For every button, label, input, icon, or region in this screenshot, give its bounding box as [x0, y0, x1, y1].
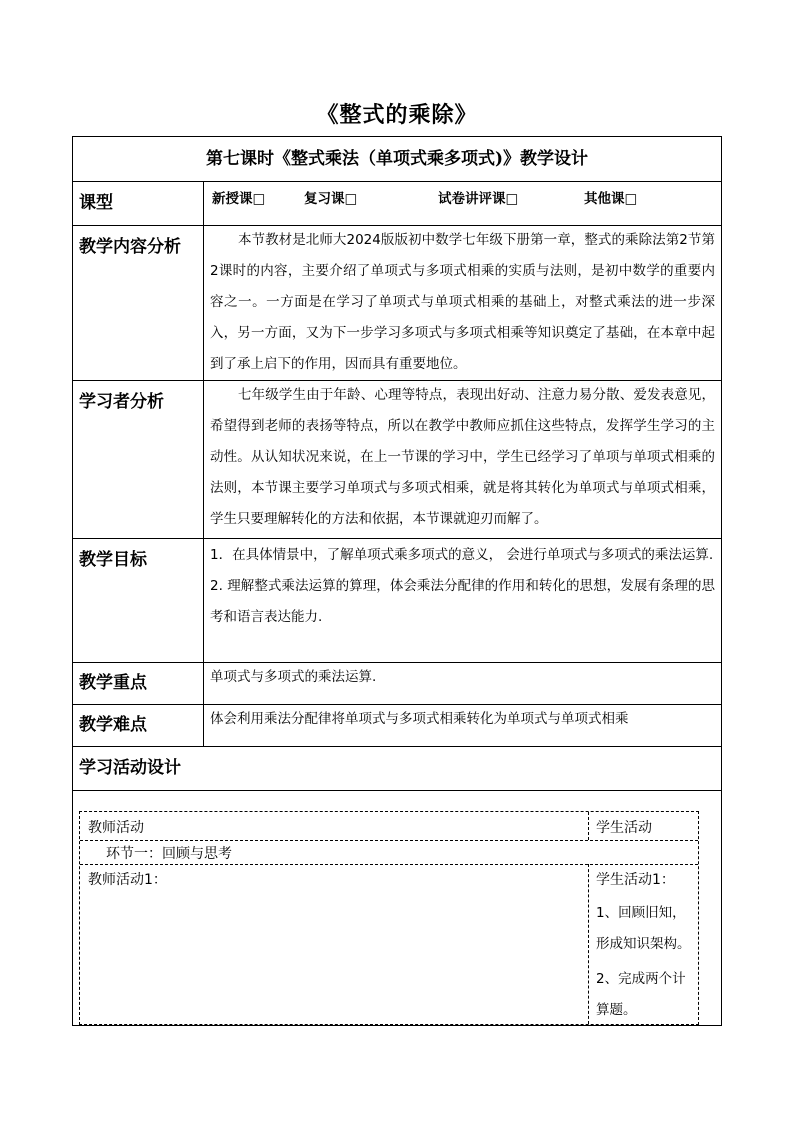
student-activity-item: 1、回顾旧知，形成知识架构。 — [596, 905, 691, 952]
lesson-type-option[interactable]: 试卷讲评课□ — [438, 191, 519, 207]
objective-item: 2. 理解整式乘法运算的算理，体会乘法分配律的作用和转化的思想，发展有条理的思考和语言表达能力. — [210, 578, 715, 625]
teacher-activity-1: 教师活动1： — [88, 872, 167, 888]
lesson-type-option[interactable]: 复习课□ — [304, 191, 358, 207]
lesson-plan-table — [72, 136, 722, 1026]
objectives-list — [204, 538, 721, 662]
content-analysis-label: 教学内容分析 — [79, 237, 181, 257]
teacher-activity-header: 教师活动 — [88, 820, 144, 836]
key-points-label: 教学重点 — [79, 673, 147, 693]
lesson-type-options — [204, 181, 721, 225]
activity-column-divider — [588, 864, 589, 1024]
key-points-text: 单项式与多项式的乘法运算. — [210, 669, 377, 685]
difficulties-label: 教学难点 — [79, 715, 147, 735]
activity-column-divider — [588, 812, 589, 840]
lesson-type-option[interactable]: 其他课□ — [584, 191, 638, 207]
activity-row-divider — [80, 864, 698, 865]
row-divider — [73, 790, 721, 791]
content-analysis-text: 本节教材是北师大2024版版初中数学七年级下册第一章，整式的乘除法第2节第2课时的内容，主要介绍了单项式与多项式相乘的实质与法则，是初中数学的重要内容之一。一方面是在学习了单项式与单项式相乘的基础上，对整式乘法的进一步深入，另一方面，又为下一步学习多项式与多项式相乘等知识奠定了基础，在本章中起到了承上启下的作用，因而具有重要地位。 — [210, 232, 715, 372]
activity-table — [79, 811, 699, 1025]
objective-item: 1．在具体情景中，了解单项式乘多项式的意义， 会进行单项式与多项式的乘法运算. — [210, 547, 714, 563]
page-title: 《整式的乘除》 — [316, 102, 478, 128]
section-title: 环节一：回顾与思考 — [106, 846, 232, 862]
lesson-subtitle: 第七课时《整式乘法（单项式乘多项式)》教学设计 — [205, 149, 589, 169]
student-activity-1: 学生活动1： — [596, 872, 675, 888]
student-activity-item: 2、完成两个计算题。 — [596, 971, 686, 1018]
difficulties-text: 体会利用乘法分配律将单项式与多项式相乘转化为单项式与单项式相乘 — [210, 711, 629, 727]
student-activity-header: 学生活动 — [596, 820, 652, 836]
activity-design-label: 学习活动设计 — [79, 758, 181, 778]
learner-analysis-label: 学习者分析 — [79, 392, 164, 412]
activity-row-divider — [80, 840, 698, 841]
learner-analysis-text: 七年级学生由于年龄、心理等特点，表现出好动、注意力易分散、爱发表意见，希望得到老师的表扬等特点，所以在教学中教师应抓住这些特点，发挥学生学习的主动性。从认知状况来说，在上一节课的学习中，学生已经学习了单项与单项式相乘的法则，本节课主要学习单项式与多项式相乘，就是将其转化为单项式与单项式相乘，学生只要理解转化的方法和依据，本节课就迎刃而解了。 — [210, 387, 715, 527]
lesson-type-label: 课型 — [79, 193, 113, 213]
objectives-label: 教学目标 — [79, 550, 147, 570]
lesson-type-option[interactable]: 新授课□ — [212, 191, 266, 207]
